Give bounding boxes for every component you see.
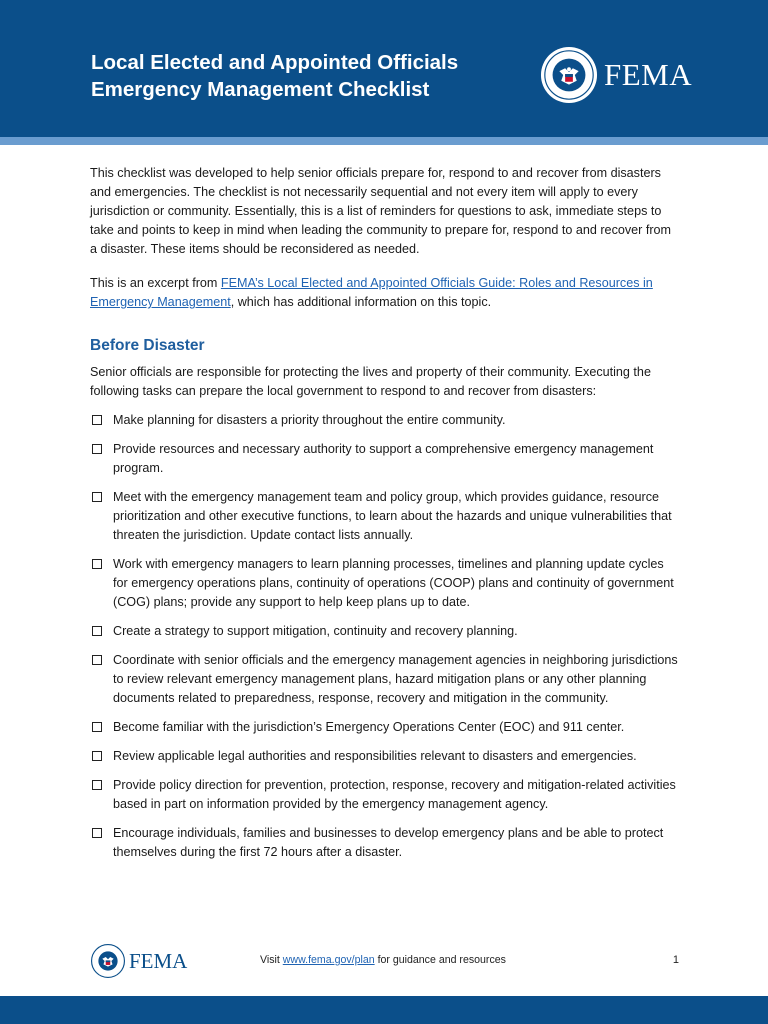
checkbox-icon[interactable]	[92, 751, 102, 761]
visit-suffix: for guidance and resources	[374, 954, 506, 966]
checkbox-icon[interactable]	[92, 559, 102, 569]
footer	[0, 936, 768, 986]
document-body	[90, 164, 680, 872]
intro	[90, 164, 680, 312]
checklist-item	[90, 718, 680, 737]
checklist-item	[90, 824, 680, 862]
title-line-2: Emergency Management Checklist	[91, 78, 430, 101]
dhs-seal-icon	[540, 46, 598, 104]
checklist-item	[90, 488, 680, 545]
checklist-item	[90, 555, 680, 612]
checklist-item	[90, 440, 680, 478]
checklist-item	[90, 622, 680, 641]
checklist-item-text: Create a strategy to support mitigation, continuity and recovery planning.	[113, 624, 518, 638]
checklist-item	[90, 776, 680, 814]
page-number: 1	[672, 954, 679, 966]
checklist-item-text: Provide policy direction for prevention, protection, response, recovery and mitigation-related activities based in part on information provided by the emergency management agency.	[113, 778, 676, 811]
checklist-item	[90, 747, 680, 766]
checklist-item	[90, 651, 680, 708]
checklist	[90, 411, 680, 862]
fema-wordmark: FEMA	[604, 57, 693, 92]
checkbox-icon[interactable]	[92, 444, 102, 454]
header-band	[0, 0, 768, 137]
checklist-item-text: Become familiar with the jurisdiction’s Emergency Operations Center (EOC) and 911 center.	[113, 720, 625, 734]
checkbox-icon[interactable]	[92, 780, 102, 790]
excerpt-prefix: This is an excerpt from	[90, 276, 221, 290]
checklist-item-text: Meet with the emergency management team and policy group, which provides guidance, resource prioritization and other executive functions, to learn about the hazards and unique vulnerabilities that threaten the jurisdiction. Update contact lists annually.	[113, 490, 672, 542]
checkbox-icon[interactable]	[92, 415, 102, 425]
checklist-item	[90, 411, 680, 430]
footer-fema-logo	[91, 944, 187, 978]
checklist-item-text: Encourage individuals, families and businesses to develop emergency plans and be able to protect themselves during the first 72 hours after a disaster.	[113, 826, 664, 859]
visit-prefix: Visit	[260, 954, 283, 966]
checklist-item-text: Work with emergency managers to learn planning processes, timelines and planning update cycles for emergency operations plans, continuity of operations (COOP) plans and continuity of government (COG) plans; provide any support to help keep plans up to date.	[113, 557, 674, 609]
excerpt-paragraph	[90, 274, 680, 312]
footer-fema-wordmark: FEMA	[129, 948, 188, 973]
checkbox-icon[interactable]	[92, 722, 102, 732]
checklist-item-text: Provide resources and necessary authority to support a comprehensive emergency management program.	[113, 442, 654, 475]
checklist-item-text: Make planning for disasters a priority throughout the entire community.	[113, 413, 506, 427]
checklist-item-text: Coordinate with senior officials and the emergency management agencies in neighboring jurisdictions to review relevant emergency management plans, hazard mitigation plans or any other planning documents related to preparedness, response, recovery and mitigation in the community.	[113, 653, 678, 705]
excerpt-suffix: , which has additional information on this topic.	[230, 295, 492, 309]
checkbox-icon[interactable]	[92, 492, 102, 502]
footer-band	[0, 996, 768, 1024]
dhs-seal-icon	[91, 944, 125, 978]
fema-plan-link[interactable]: www.fema.gov/plan	[282, 954, 375, 966]
page-title	[91, 49, 458, 103]
checkbox-icon[interactable]	[92, 655, 102, 665]
checkbox-icon[interactable]	[92, 626, 102, 636]
checklist-item-text: Review applicable legal authorities and responsibilities relevant to disasters and emergencies.	[113, 749, 637, 763]
footer-visit-text	[260, 954, 506, 966]
guide-link[interactable]: FEMA’s Local Elected and Appointed Officials Guide: Roles and Resources in Emergency Management	[90, 276, 653, 309]
section-heading: Before Disaster	[90, 337, 205, 354]
fema-logo	[540, 46, 692, 104]
header-stripe	[0, 137, 768, 145]
checkbox-icon[interactable]	[92, 828, 102, 838]
intro-paragraph: This checklist was developed to help senior officials prepare for, respond to and recover from disasters and emergencies. The checklist is not necessarily sequential and not every item will apply to every jurisdiction or community. Essentially, this is a list of reminders for questions to ask, immediate steps to take and points to keep in mind when leading the community to prepare for, respond to and recover from a disaster. These items should be reconsidered as needed.	[90, 166, 672, 256]
section-lead: Senior officials are responsible for protecting the lives and property of their community. Executing the following tasks can prepare the local government to respond to and recover from disasters:	[90, 365, 651, 398]
title-line-1: Local Elected and Appointed Officials	[91, 51, 459, 74]
